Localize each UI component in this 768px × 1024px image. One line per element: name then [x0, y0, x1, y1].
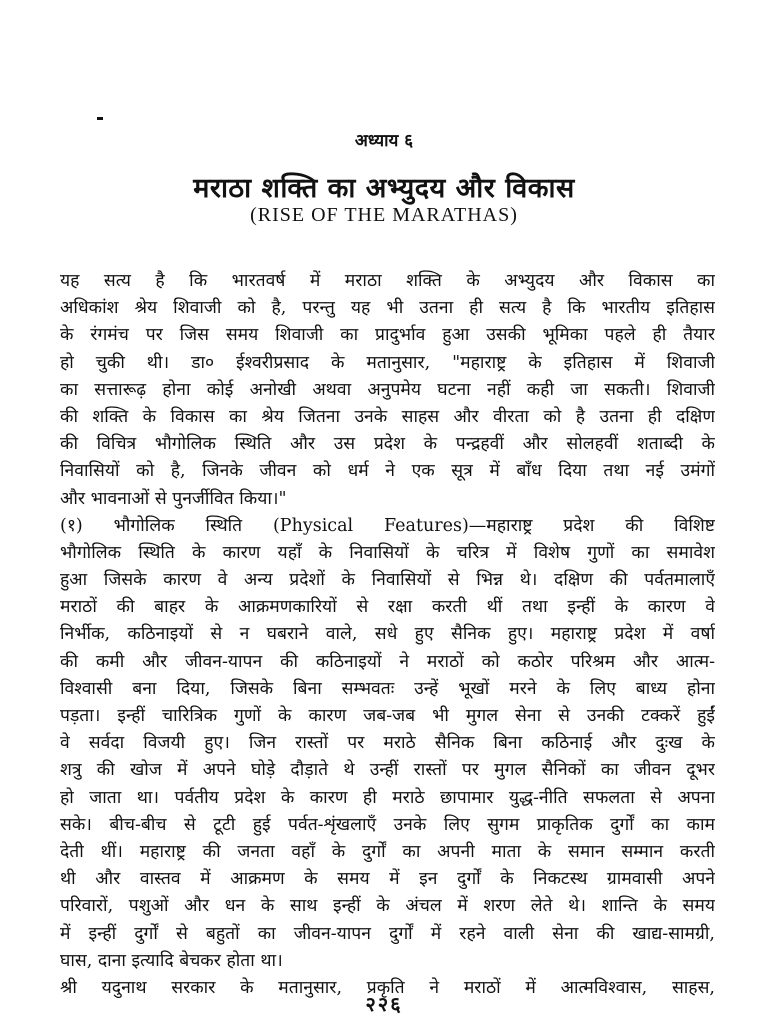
text-line: श्री यदुनाथ सरकार के मतानुसार, प्रकृति ने मराठों में आत्मविश्वास, साहस,: [60, 977, 715, 998]
text-line: की विचित्र भौगोलिक स्थिति और उस प्रदेश के पन्द्रहवीं और सोलहवीं शताब्दी के: [60, 434, 715, 455]
text-line: यह सत्य है कि भारतवर्ष में मराठा शक्ति के अभ्युदय और विकास का: [60, 271, 715, 291]
text-line: और भावनाओं से पुनर्जीवित किया।": [60, 488, 287, 509]
text-line: का सत्तारूढ़ होना कोई अनोखी अथवा अनुपमेय घटना नहीं कही जा सकती। शिवाजी: [60, 379, 715, 400]
text-line: शत्रु की खोज में अपने घोड़े दौड़ाते थे उन्हीं रास्तों पर मुगल सैनिकों का जीवन दूभर: [60, 760, 715, 781]
text-line: हुआ जिसके कारण वे अन्य प्रदेशों के निवासियों से भिन्न थे। दक्षिण की पर्वतमालाएँ: [60, 570, 715, 591]
text-line: की शक्ति के विकास का श्रेय जितना उनके साहस और वीरता को है उतना ही दक्षिण: [60, 406, 715, 427]
text-line: पड़ता। इन्हीं चारित्रिक गुणों के कारण जब-जब भी मुगल सेना से उनकी टक्करें हुईं: [60, 706, 715, 726]
page-number: २२६: [365, 992, 403, 1016]
text-line: वे सर्वदा विजयी हुए। जिन रास्तों पर मराठे सैनिक बिना कठिनाई और दुःख के: [60, 733, 715, 754]
text-line: में इन्हीं दुर्गों से बहुतों का जीवन-यापन दुर्गों में रहने वाली सेना की खाद्य-सामग्री,: [60, 923, 715, 944]
stray-mark: [97, 117, 103, 120]
text-line: देती थीं। महाराष्ट्र की जनता वहाँ के दुर्गों का अपनी माता के समान सम्मान करती: [60, 841, 715, 862]
text-line: अधिकांश श्रेय शिवाजी को है, परन्तु यह भी उतना ही सत्य है कि भारतीय इतिहास: [60, 298, 715, 319]
text-line: घास, दाना इत्यादि बेचकर होता था।: [60, 950, 283, 971]
text-line: हो जाता था। पर्वतीय प्रदेश के कारण ही मराठे छापामार युद्ध-नीति सफलता से अपना: [60, 787, 715, 808]
text-line: सके। बीच-बीच से टूटी हुई पर्वत-शृंखलाएँ उनके लिए सुगम प्राकृतिक दुर्गों का काम: [60, 814, 715, 835]
text-line: मराठों की बाहर के आक्रमणकारियों से रक्षा करती थीं तथा इन्हीं के कारण वे: [60, 597, 715, 618]
chapter-title: मराठा शक्ति का अभ्युदय और विकास: [193, 173, 575, 204]
text-line: की कमी और जीवन-यापन की कठिनाइयों ने मराठों को कठोर परिश्रम और आत्म-: [60, 651, 715, 672]
text-line: थी और वास्तव में आक्रमण के समय में इन दुर्गों के निकटस्थ ग्रामवासी अपने: [60, 869, 715, 890]
text-line: हो चुकी थी। डा० ईश्वरीप्रसाद के मतानुसार, "महाराष्ट्र के इतिहास में शिवाजी: [60, 352, 715, 373]
text-line: (१) भौगोलिक स्थिति (Physical Features)—महाराष्ट्र प्रदेश की विशिष्ट: [60, 515, 715, 536]
chapter-label: अध्याय ६: [354, 131, 414, 151]
chapter-subtitle: (RISE OF THE MARATHAS): [250, 204, 518, 226]
body-text: [60, 268, 715, 1002]
text-line: निवासियों को है, जिनके जीवन को धर्म ने एक सूत्र में बाँध दिया तथा नई उमंगों: [60, 461, 715, 482]
text-line: परिवारों, पशुओं और धन के साथ इन्हीं के अंचल में शरण लेते थे। शान्ति के समय: [60, 896, 715, 917]
text-line: निर्भीक, कठिनाइयों से न घबराने वाले, सधे हुए सैनिक हुए। महाराष्ट्र प्रदेश में वर्षा: [60, 624, 715, 645]
text-line: के रंगमंच पर जिस समय शिवाजी का प्रादुर्भाव हुआ उसकी भूमिका पहले ही तैयार: [60, 325, 715, 346]
text-line: भौगोलिक स्थिति के कारण यहाँ के निवासियों के चरित्र में विशेष गुणों का समावेश: [60, 542, 715, 563]
text-line: विश्वासी बना दिया, जिसके बिना सम्भवतः उन्हें भूखों मरने के लिए बाध्य होना: [60, 678, 715, 699]
